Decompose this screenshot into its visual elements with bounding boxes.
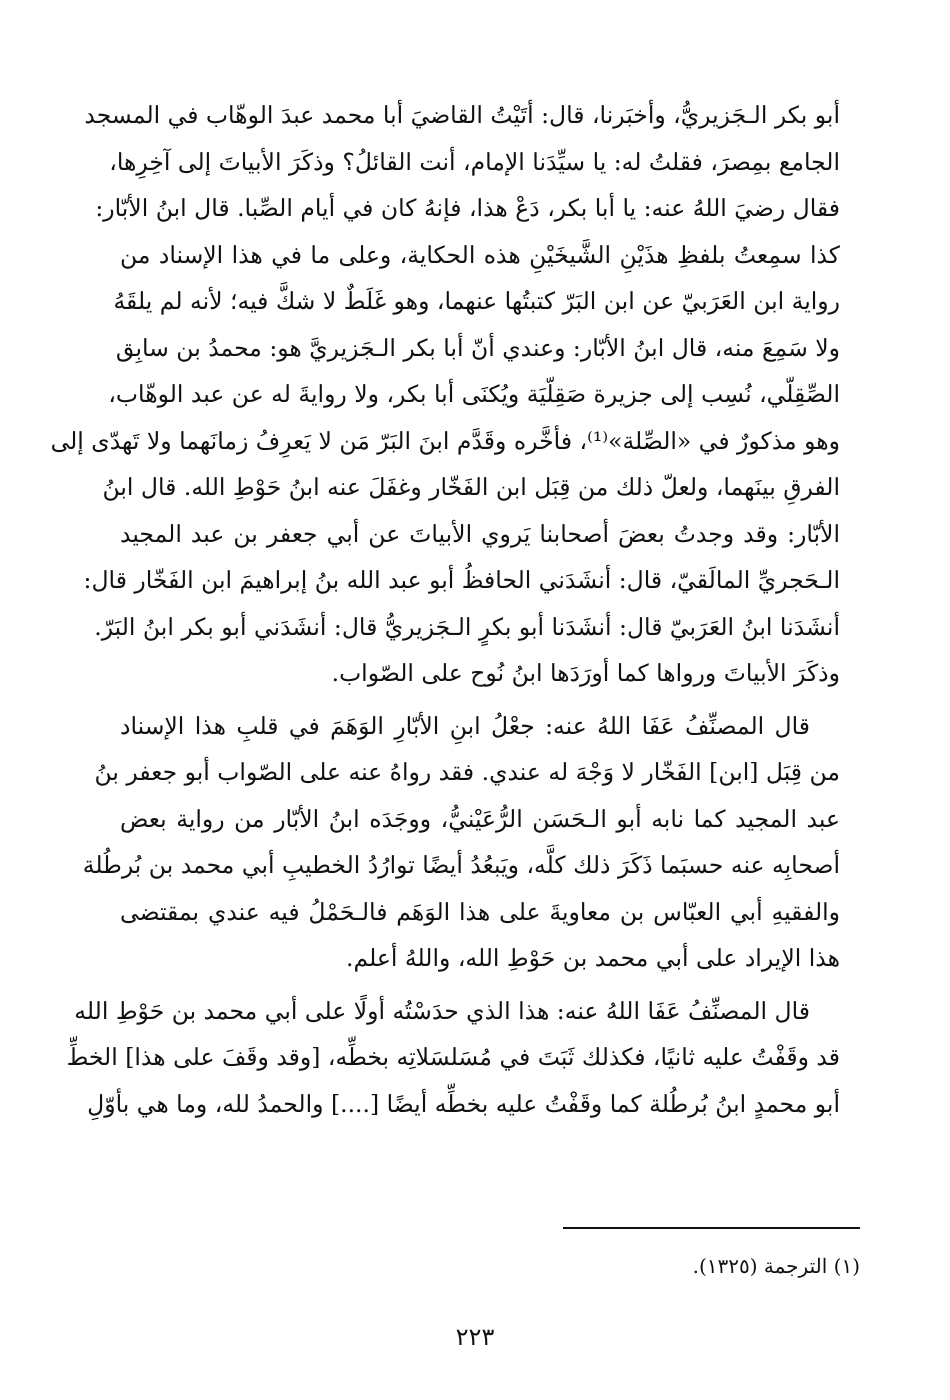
text-line: والفقيهِ أبي العبّاس بن معاويةَ على هذا الوَهَم فالـحَمْلُ فيه عندي بمقتضى — [120, 897, 840, 926]
text-line: فقال رضيَ اللهُ عنه: يا أبا بكر، دَعْ هذا، فإنهُ كان في أيام الصِّبا. قال ابنُ الأبّار: — [95, 194, 840, 222]
paragraph-2 — [82, 703, 840, 982]
main-text — [50, 92, 840, 1127]
footnote: (١) الترجمة (١٣٢٥). — [692, 1254, 860, 1278]
paragraph-1 — [50, 92, 840, 697]
text-line: هذا الإيراد على أبي محمد بن حَوْطِ الله، واللهُ أعلم. — [346, 944, 840, 972]
text-line: الصِّقِلّي، نُسِب إلى جزيرة صَقِلّيَة ويُكنَى أبا بكر، ولا روايةَ له عن عبد الوهّاب، — [108, 380, 840, 408]
text-line: قال المصنِّفُ عَفَا اللهُ عنه: هذا الذي حدَسْتُه أولًا على أبي محمد بن حَوْطِ الله — [74, 996, 810, 1025]
text-line: الجامع بمِصرَ، فقلتُ له: يا سيِّدَنا الإمام، أنت القائلُ؟ وذكَرَ الأبياتَ إلى آخِرِها، — [109, 147, 840, 176]
text-line: الفرقِ بينَهما، ولعلّ ذلك من قِبَل ابن الفَخّار وغفَلَ عنه ابنُ حَوْطِ الله. قال ابنُ — [102, 473, 840, 501]
text-line: قد وقَفْتُ عليه ثانيًا، فكذلك ثَبَتَ في مُسَلسَلاتِه بخطِّه، [وقد وقَفَ على هذا] الخطِّ — [66, 1043, 840, 1071]
text-line: ولا سَمِعَ منه، قال ابنُ الأبّار: وعندي أنّ أبا بكر الـجَزيريَّ هو: محمدُ بن سابِق — [115, 333, 840, 362]
text-line: وذكَرَ الأبياتَ ورواها كما أورَدَها ابنُ نُوح على الصّواب. — [331, 659, 840, 687]
text-line: عبد المجيد كما نابه أبو الـحَسَن الرُّعَيْنيُّ، ووجَدَه ابنُ الأبّار من رواية بعض — [120, 804, 840, 833]
text-line: أنشَدَنا ابنُ العَرَبيّ قال: أنشَدَنا أبو بكرٍ الـجَزيريُّ قال: أنشَدَني أبو بكر ابنُ البَرّ. — [94, 612, 840, 641]
footnote-divider — [563, 1227, 860, 1229]
text-line: من قِبَل [ابن] الفَخّار لا وَجْهَ له عندي. فقد رواهُ عنه على الصّواب أبو جعفر بنُ — [94, 758, 840, 786]
paragraph-3 — [66, 988, 840, 1128]
page-number: ٢٢٣ — [455, 1323, 495, 1351]
text-line: رواية ابن العَرَبيّ عن ابن البَرّ كتبتُها عنهما، وهو غَلَطٌ لا شكَّ فيه؛ لأنه لم يلقَهُ — [113, 287, 840, 315]
text-line: أبو محمدٍ ابنُ بُرطُلة كما وقَفْتُ عليه بخطِّه أيضًا [....] والحمدُ لله، وما هي بأوّلِ — [87, 1089, 840, 1118]
text-line: أبو بكر الـجَزيريُّ، وأخبَرنا، قال: أتَيْتُ القاضيَ أبا محمد عبدَ الوهّاب في المسجد — [84, 101, 840, 129]
text-line: قال المصنِّفُ عَفَا اللهُ عنه: جعْلُ ابنِ الأبّارِ الوَهَمَ في قلبِ هذا الإسناد — [120, 711, 810, 740]
text-line: أصحابِه عنه حسبَما ذَكَرَ ذلك كلَّه، ويَبعُدُ أيضًا توارُدُ الخطيبِ أبي محمد بن بُرطُلة — [82, 851, 840, 879]
text-line: كذا سمِعتُ بلفظِ هذَيْنِ الشَّيخَيْنِ هذه الحكاية، وعلى ما في هذا الإسناد من — [120, 240, 840, 269]
text-line: الـحَجريِّ المالَقيّ، قال: أنشَدَني الحافظُ أبو عبد الله بنُ إبراهيمَ ابن الفَخّار قال: — [83, 566, 840, 594]
text-line: الأبّار: وقد وجدتُ بعضَ أصحابنا يَروي الأبياتَ عن أبي جعفر بن عبد المجيد — [120, 519, 840, 548]
text-line: وهو مذكورٌ في «الصِّلة»⁽¹⁾، فأخَّره وقَدَّم ابنَ البَرّ مَن لا يَعرِفُ زمانَهما ولا تَهدّى إلى — [50, 426, 840, 455]
